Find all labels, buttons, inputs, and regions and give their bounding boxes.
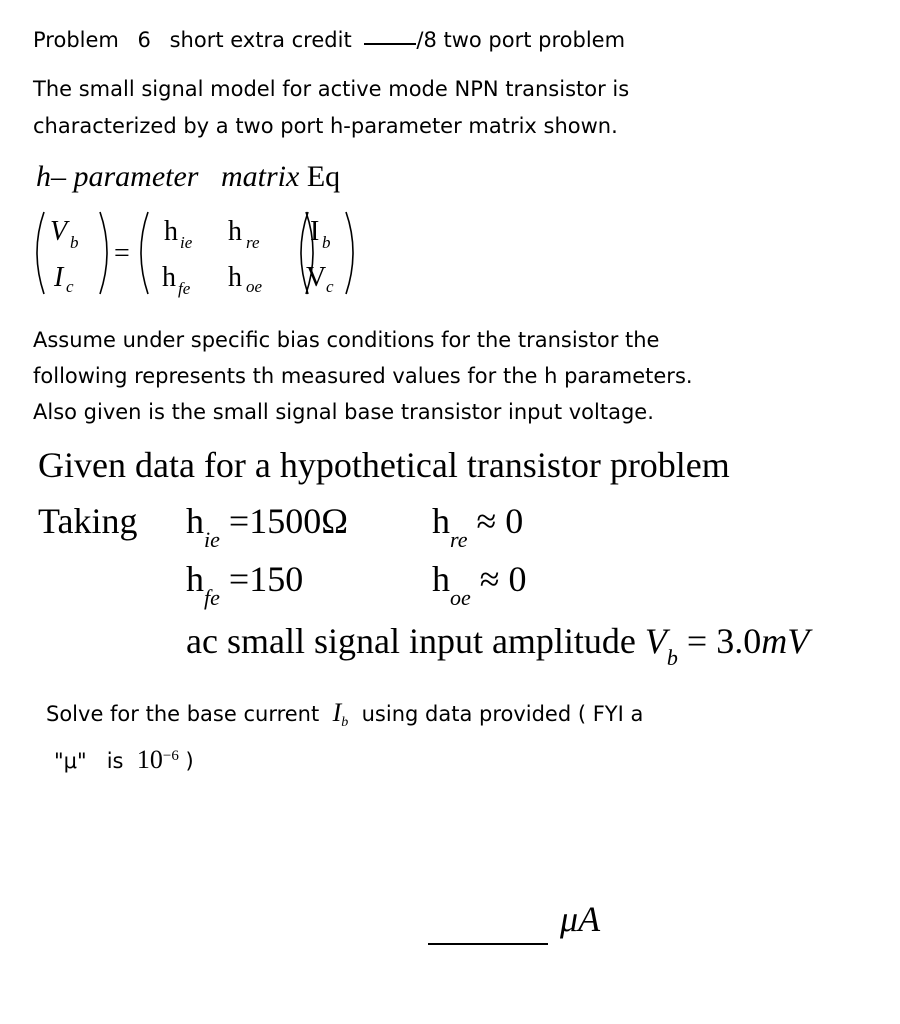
h-ie-sub: ie: [180, 233, 193, 252]
equation-title: [36, 160, 340, 194]
answer-blank[interactable]: [428, 943, 548, 945]
assumption-line-3: Also given is the small signal base transistor input voltage.: [33, 400, 654, 424]
hie-value: [186, 500, 348, 553]
problem-points: /8 two port problem: [416, 28, 626, 52]
hfe-value: [186, 558, 303, 611]
ten-exponent: −6: [162, 748, 179, 764]
hfe-h: h: [186, 559, 204, 599]
problem-header: [33, 28, 625, 52]
h-oe-sub: oe: [246, 277, 263, 296]
vb-sub: b: [666, 645, 678, 670]
eq-h: h: [36, 160, 51, 193]
rhs-right-paren: [346, 212, 353, 294]
rhs-vc-sub: c: [326, 277, 334, 296]
h-re: h: [228, 216, 242, 247]
hre-h: h: [432, 501, 450, 541]
hie-rel: =1500Ω: [228, 501, 348, 541]
ac-input-amplitude: [186, 620, 809, 671]
ib-symbol: I: [332, 698, 342, 727]
h-oe: h: [228, 262, 242, 293]
assumption-line-2: following represents th measured values for the h parameters.: [33, 364, 693, 388]
lhs-ic: I: [54, 262, 64, 293]
h-re-sub: re: [246, 233, 260, 252]
lhs-vb-sub: b: [70, 233, 79, 252]
lhs-ic-sub: c: [66, 277, 74, 296]
given-data-heading: Given data for a hypothetical transistor problem: [38, 445, 730, 485]
intro-line-1: The small signal model for active mode NPN transistor is: [33, 77, 630, 101]
lhs-left-paren: [37, 212, 44, 294]
eq-eq: Eq: [306, 160, 341, 193]
hoe-h: h: [432, 559, 450, 599]
question-line-1: [46, 698, 643, 731]
hfe-sub: fe: [204, 585, 220, 610]
ac-text: ac small signal input amplitude: [186, 621, 636, 661]
h-fe: h: [162, 262, 176, 293]
lhs-vb: V: [50, 216, 68, 247]
hie-h: h: [186, 501, 204, 541]
hoe-value: [432, 558, 527, 611]
eq-dash: –: [51, 160, 66, 193]
assumption-line-1: Assume under specific bias conditions for the transistor the: [33, 328, 660, 352]
rhs-vc: V: [306, 262, 327, 293]
close-paren: ): [185, 749, 194, 773]
hre-rel: ≈ 0: [476, 501, 524, 541]
problem-descriptor: short extra credit: [169, 28, 352, 52]
taking-label: Taking: [38, 501, 138, 541]
score-blank[interactable]: [364, 42, 416, 45]
ten-base: 10: [136, 745, 163, 774]
h-parameter-matrix: [30, 206, 370, 306]
h-left-paren: [141, 212, 148, 294]
hfe-rel: =150: [228, 559, 304, 599]
solve-text: Solve for the base current: [46, 702, 320, 726]
vb-value: = 3.0: [686, 621, 762, 661]
hie-sub: ie: [204, 527, 220, 552]
eq-matrix: matrix: [220, 160, 300, 193]
ib-sub: b: [341, 715, 349, 731]
hre-sub: re: [450, 527, 468, 552]
using-text: using data provided ( FYI a: [361, 702, 644, 726]
vb-symbol: V: [644, 621, 667, 661]
eq-parameter: parameter: [73, 160, 199, 193]
hre-value: [432, 500, 523, 553]
problem-label: Problem: [33, 28, 119, 52]
question-line-2: [54, 745, 194, 775]
answer-unit: μA: [560, 899, 601, 939]
is-text: is: [106, 749, 124, 773]
matrix-equals: =: [114, 238, 130, 269]
problem-number: 6: [137, 28, 151, 52]
h-ie: h: [164, 216, 178, 247]
hoe-rel: ≈ 0: [479, 559, 527, 599]
h-fe-sub: fe: [178, 279, 191, 298]
mu-quote: "μ": [54, 749, 87, 773]
rhs-ib: I: [310, 216, 320, 247]
hoe-sub: oe: [450, 585, 471, 610]
vb-unit: mV: [761, 621, 810, 661]
lhs-right-paren: [100, 212, 107, 294]
intro-line-2: characterized by a two port h-parameter matrix shown.: [33, 114, 618, 138]
rhs-ib-sub: b: [322, 233, 331, 252]
